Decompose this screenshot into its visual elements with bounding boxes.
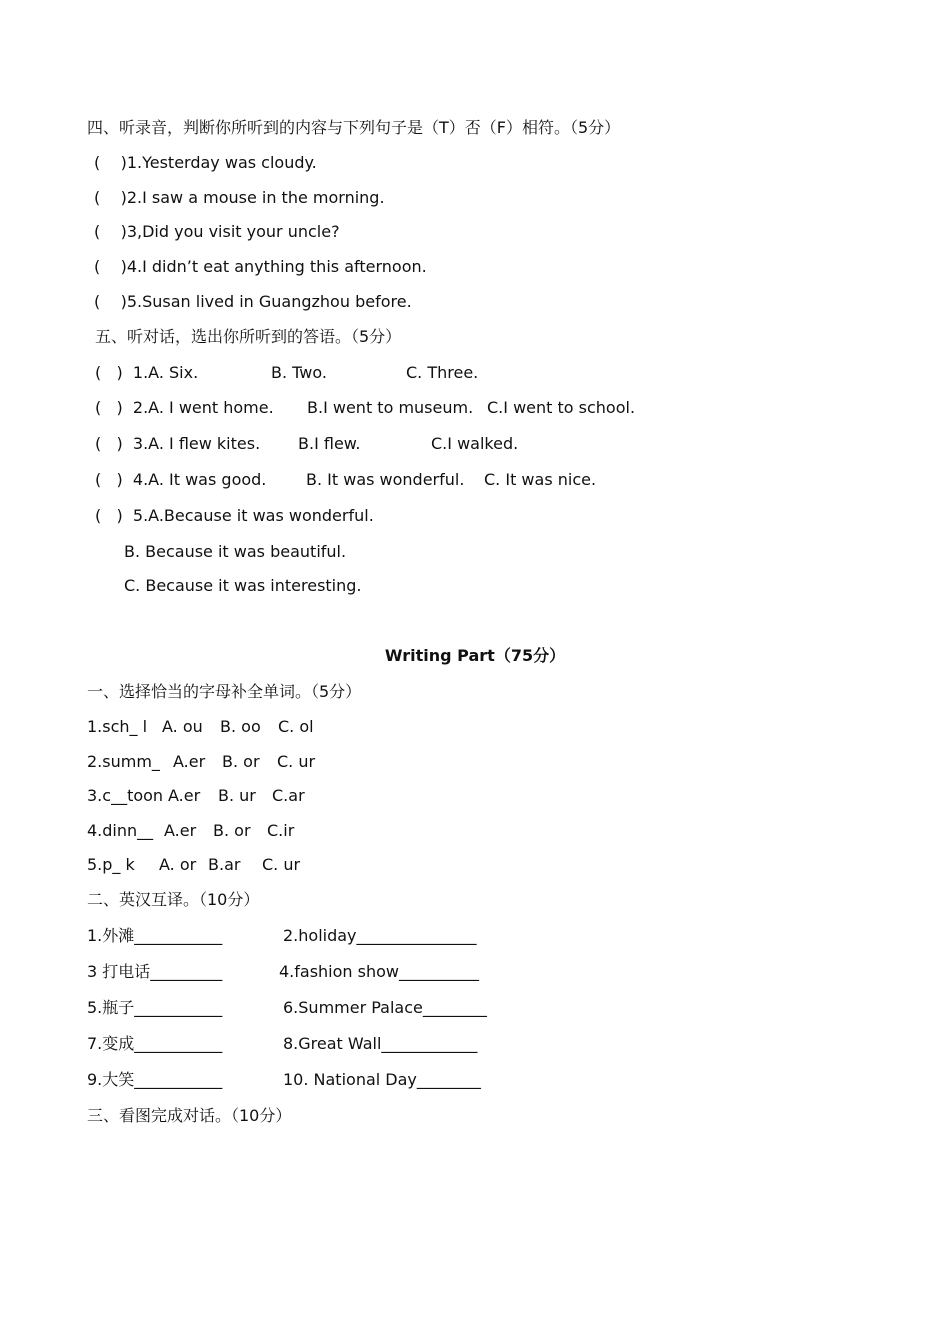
word-option-a: A.er <box>168 786 201 805</box>
translation-item: 9.大笑___________ <box>87 1070 223 1089</box>
section5-question: ( ) 3.A. I flew kites. <box>95 434 261 453</box>
writing-part-title: Writing Part（75分） <box>384 646 566 665</box>
translation-item: 4.fashion show__________ <box>279 962 479 981</box>
word-option-c: C. ol <box>278 717 314 736</box>
section5-option-b: B. It was wonderful. <box>306 470 465 489</box>
translation-item: 10. National Day________ <box>283 1070 481 1089</box>
writing-section1-heading: 一、选择恰当的字母补全单词。（5分） <box>87 682 362 701</box>
section5-option-c: C.I walked. <box>431 434 519 453</box>
section5-option-c: C.I went to school. <box>487 398 636 417</box>
word-item: 1.sch_ l <box>87 717 148 736</box>
section5-heading: 五、听对话，选出你所听到的答语。（5分） <box>95 327 402 346</box>
word-item: 5.p_ k <box>87 855 135 874</box>
word-option-a: A.er <box>173 752 206 771</box>
word-option-b: B. ur <box>218 786 256 805</box>
section4-item: ( )2.I saw a mouse in the morning. <box>94 188 385 207</box>
section5-question: ( ) 4.A. It was good. <box>95 470 267 489</box>
translation-item: 1.外滩___________ <box>87 926 223 945</box>
translation-item: 5.瓶子___________ <box>87 998 223 1017</box>
section5-option-b: B. Two. <box>271 363 327 382</box>
word-item: 2.summ_ <box>87 752 160 771</box>
section5-option-c: C. Three. <box>406 363 479 382</box>
word-option-a: A. ou <box>162 717 203 736</box>
writing-section3-heading: 三、看图完成对话。（10分） <box>87 1106 292 1125</box>
word-option-b: B. or <box>222 752 260 771</box>
section5-question: ( ) 2.A. I went home. <box>95 398 274 417</box>
translation-item: 6.Summer Palace________ <box>283 998 487 1017</box>
section4-item: ( )5.Susan lived in Guangzhou before. <box>94 292 412 311</box>
translation-item: 2.holiday_______________ <box>283 926 477 945</box>
word-option-a: A.er <box>164 821 197 840</box>
word-option-a: A. or <box>159 855 197 874</box>
translation-item: 7.变成___________ <box>87 1034 223 1053</box>
section5-option-c: C. Because it was interesting. <box>124 576 362 595</box>
section5-option-b: B.I went to museum. <box>307 398 474 417</box>
section5-option-c: C. It was nice. <box>484 470 597 489</box>
writing-section2-heading: 二、英汉互译。（10分） <box>87 890 260 909</box>
word-item: 3.c__toon <box>87 786 164 805</box>
word-item: 4.dinn__ <box>87 821 154 840</box>
translation-item: 8.Great Wall____________ <box>283 1034 478 1053</box>
word-option-b: B.ar <box>208 855 241 874</box>
word-option-c: C.ar <box>272 786 305 805</box>
section4-item: ( )1.Yesterday was cloudy. <box>94 153 317 172</box>
word-option-c: C. ur <box>277 752 316 771</box>
section5-option-b: B. Because it was beautiful. <box>124 542 347 561</box>
section5-question: ( ) 5.A.Because it was wonderful. <box>95 506 374 525</box>
word-option-c: C.ir <box>267 821 295 840</box>
word-option-b: B. oo <box>220 717 261 736</box>
translation-item: 3 打电话_________ <box>87 962 223 981</box>
word-option-c: C. ur <box>262 855 301 874</box>
section4-item: ( )4.I didn’t eat anything this afternoon. <box>94 257 427 276</box>
section4-heading: 四、听录音，判断你所听到的内容与下列句子是（T）否（F）相符。（5分） <box>87 118 621 137</box>
section5-question: ( ) 1.A. Six. <box>95 363 199 382</box>
section5-option-b: B.I flew. <box>298 434 361 453</box>
word-option-b: B. or <box>213 821 251 840</box>
section4-item: ( )3,Did you visit your uncle? <box>94 222 340 241</box>
